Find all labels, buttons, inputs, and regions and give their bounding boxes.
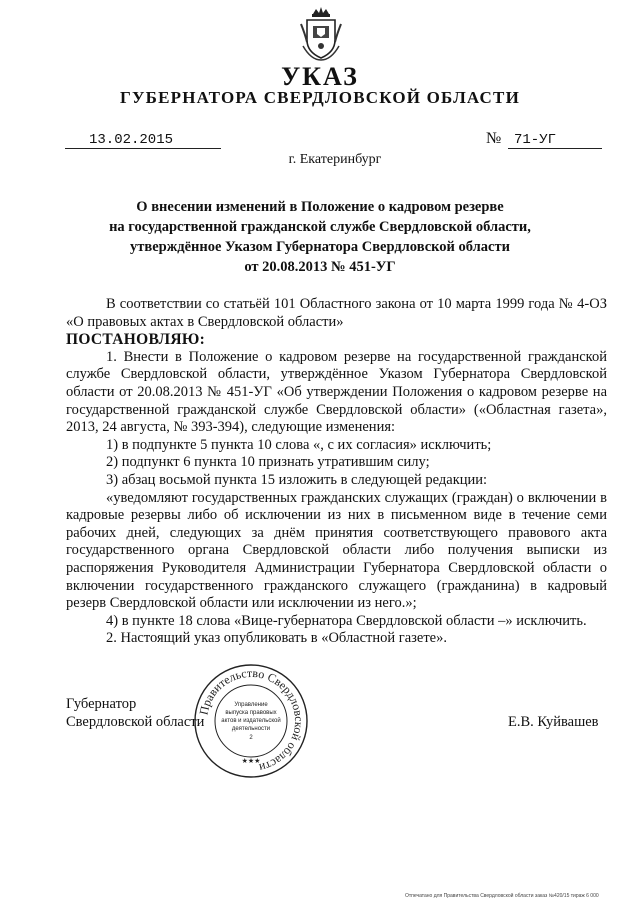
signatory-name: Е.В. Куйвашев <box>508 714 599 730</box>
subitem-3: 3) абзац восьмой пункта 15 изложить в следующей редакции: <box>106 471 488 488</box>
heading-line: О внесении изменений в Положение о кадровом резерве <box>136 199 504 215</box>
stamp-inner-line: 2 <box>249 735 253 741</box>
subitem-2: 2) подпункт 6 пункта 10 признать утратившим силу; <box>106 454 430 471</box>
heading-line: от 20.08.2013 № 451-УГ <box>244 259 396 275</box>
decree-body <box>66 296 607 648</box>
stamp-inner-line: деятельности <box>231 726 271 732</box>
stamp-inner-line: актов и издательской <box>221 718 281 724</box>
heading-line: утверждённое Указом Губернатора Свердловской области <box>130 239 510 255</box>
decree-date: 13.02.2015 <box>65 132 221 149</box>
official-stamp <box>192 662 310 780</box>
document-subtitle: ГУБЕРНАТОРА СВЕРДЛОВСКОЙ ОБЛАСТИ <box>119 88 521 107</box>
stamp-inner-line: Управление <box>234 702 268 708</box>
print-footer: Отпечатано для Правительства Свердловской области заказ №420/15 тираж 6 000 <box>405 893 599 899</box>
heading-line: на государственной гражданской службе Свердловской области, <box>109 219 531 235</box>
item-1-paragraph: 1. Внести в Положение о кадровом резерве на государственной гражданской службе Свердловской области, утверждённое Указом Губернатора Свердловской области от 20.08.2013 № 451-УГ «Об утверждении Положения о кадровом резерве на государственной гражданской службе Свердловской области» («Областная газета», 2013, 24 августа, № 393-394), следующие изменения: <box>66 348 607 436</box>
decree-heading <box>80 197 560 277</box>
quoted-text-paragraph: «уведомляют государственных гражданских служащих (граждан) о включении в кадровые резервы либо об исключении из них в письменном виде в течение семи рабочих дней, следующих за днём принятия соответствующего правового акта государственного органа Свердловской области либо получения выписки из распоряжения Руководителя Администрации Губернатора Свердловской области о включении государственного гражданского служащего (гражданина) в кадровый резерв Свердловской области или исключении из него.»; <box>66 489 607 612</box>
preamble-paragraph: В соответствии со статьёй 101 Областного закона от 10 марта 1999 года № 4-ОЗ «О правовых актах в Свердловской области» <box>66 296 607 330</box>
item-2-paragraph: 2. Настоящий указ опубликовать в «Областной газете». <box>106 630 447 647</box>
subitem-1: 1) в подпункте 5 пункта 10 слова «, с их согласия» исключить; <box>106 436 492 453</box>
signatory-title-line: Свердловской области <box>66 713 205 730</box>
document-title: УКАЗ <box>281 62 359 91</box>
decree-number: 71-УГ <box>508 132 602 149</box>
stamp-inner-line: выпуска правовых <box>225 710 277 716</box>
subitem-4: 4) в пункте 18 слова «Вице-губернатора Свердловской области –» исключить. <box>106 612 587 629</box>
decree-word: ПОСТАНОВЛЯЮ: <box>66 331 206 349</box>
city-line: г. Екатеринбург <box>288 152 382 167</box>
signatory-title <box>66 696 204 731</box>
stamp-stars: ★★★ <box>241 757 261 765</box>
stamp-ring-text: Правительство Свердловской области <box>196 665 307 776</box>
signatory-title-line: Губернатор <box>66 696 137 712</box>
number-sign: № <box>486 130 502 147</box>
coat-of-arms-emblem <box>299 6 343 62</box>
